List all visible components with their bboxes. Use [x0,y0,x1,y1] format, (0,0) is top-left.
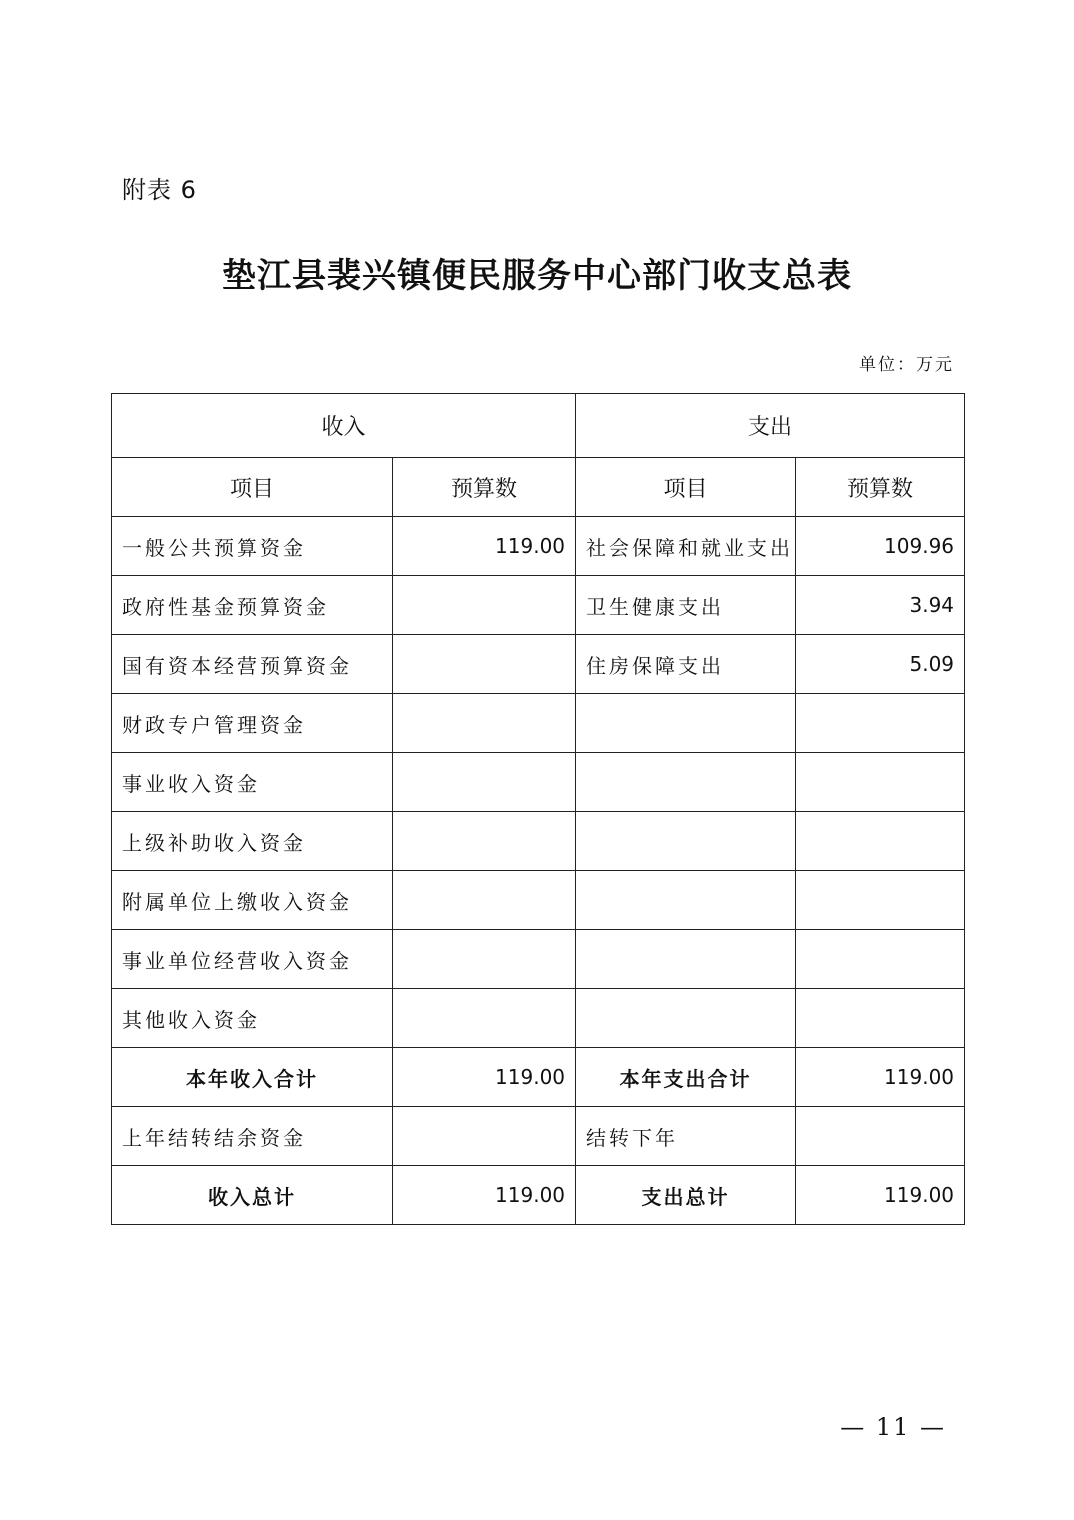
year-total-row-income-value: 119.00 [393,1048,576,1107]
table-row [112,694,965,753]
income-value-cell: 119.00 [393,517,576,576]
income-value-cell [393,753,576,812]
document-title: 垫江县裴兴镇便民服务中心部门收支总表 [222,256,852,296]
carry-over-row-expense-value [796,1107,965,1166]
table-row [112,517,965,576]
carry-over-row-income-label: 上年结转结余资金 [112,1107,393,1166]
table-row [112,989,965,1048]
table-row [112,635,965,694]
table-row [112,576,965,635]
income-value-cell [393,812,576,871]
table-row [112,753,965,812]
income-item-cell: 国有资本经营预算资金 [112,635,393,694]
income-item-cell: 其他收入资金 [112,989,393,1048]
grand-total-row-expense-value: 119.00 [796,1166,965,1225]
income-value-cell [393,930,576,989]
income-item-cell: 政府性基金预算资金 [112,576,393,635]
year-total-row [112,1048,965,1107]
expense-item-cell [576,812,796,871]
income-value-cell [393,989,576,1048]
expense-value-cell [796,812,965,871]
income-value-cell [393,576,576,635]
grand-total-row [112,1166,965,1225]
carry-over-row [112,1107,965,1166]
expense-item-cell [576,871,796,930]
expense-value-cell: 109.96 [796,517,965,576]
header-row-1 [112,394,965,458]
grand-total-row-income-label: 收入总计 [112,1166,393,1225]
expense-item-cell [576,753,796,812]
unit-label: 单位：万元 [859,355,954,375]
expense-value-cell: 5.09 [796,635,965,694]
expense-value-cell [796,871,965,930]
grand-total-row-income-value: 119.00 [393,1166,576,1225]
expense-value-cell [796,694,965,753]
year-total-row-expense-value: 119.00 [796,1048,965,1107]
expense-item-cell: 住房保障支出 [576,635,796,694]
year-total-row-income-label: 本年收入合计 [112,1048,393,1107]
income-value-cell [393,871,576,930]
expense-value-cell [796,989,965,1048]
expense-header: 支出 [576,394,965,458]
expense-item-cell: 卫生健康支出 [576,576,796,635]
income-value-cell [393,694,576,753]
income-item-cell: 上级补助收入资金 [112,812,393,871]
income-item-cell: 一般公共预算资金 [112,517,393,576]
income-expense-table [111,393,965,1225]
carry-over-row-expense-label: 结转下年 [576,1107,796,1166]
header-row-2 [112,458,965,517]
income-item-cell: 财政专户管理资金 [112,694,393,753]
expense-value-cell [796,930,965,989]
income-header: 收入 [112,394,576,458]
table-row [112,930,965,989]
expense-item-cell: 社会保障和就业支出 [576,517,796,576]
income-budget-header: 预算数 [393,458,576,517]
expense-budget-header: 预算数 [796,458,965,517]
expense-value-cell [796,753,965,812]
year-total-row-expense-label: 本年支出合计 [576,1048,796,1107]
income-item-cell: 附属单位上缴收入资金 [112,871,393,930]
expense-item-cell [576,989,796,1048]
income-item-header: 项目 [112,458,393,517]
annex-label: 附表 6 [122,176,197,204]
income-item-cell: 事业收入资金 [112,753,393,812]
carry-over-row-income-value [393,1107,576,1166]
page-number: — 11 — [840,1413,946,1441]
expense-item-cell [576,694,796,753]
expense-item-cell [576,930,796,989]
income-item-cell: 事业单位经营收入资金 [112,930,393,989]
expense-value-cell: 3.94 [796,576,965,635]
income-value-cell [393,635,576,694]
expense-item-header: 项目 [576,458,796,517]
grand-total-row-expense-label: 支出总计 [576,1166,796,1225]
table-row [112,871,965,930]
table-row [112,812,965,871]
